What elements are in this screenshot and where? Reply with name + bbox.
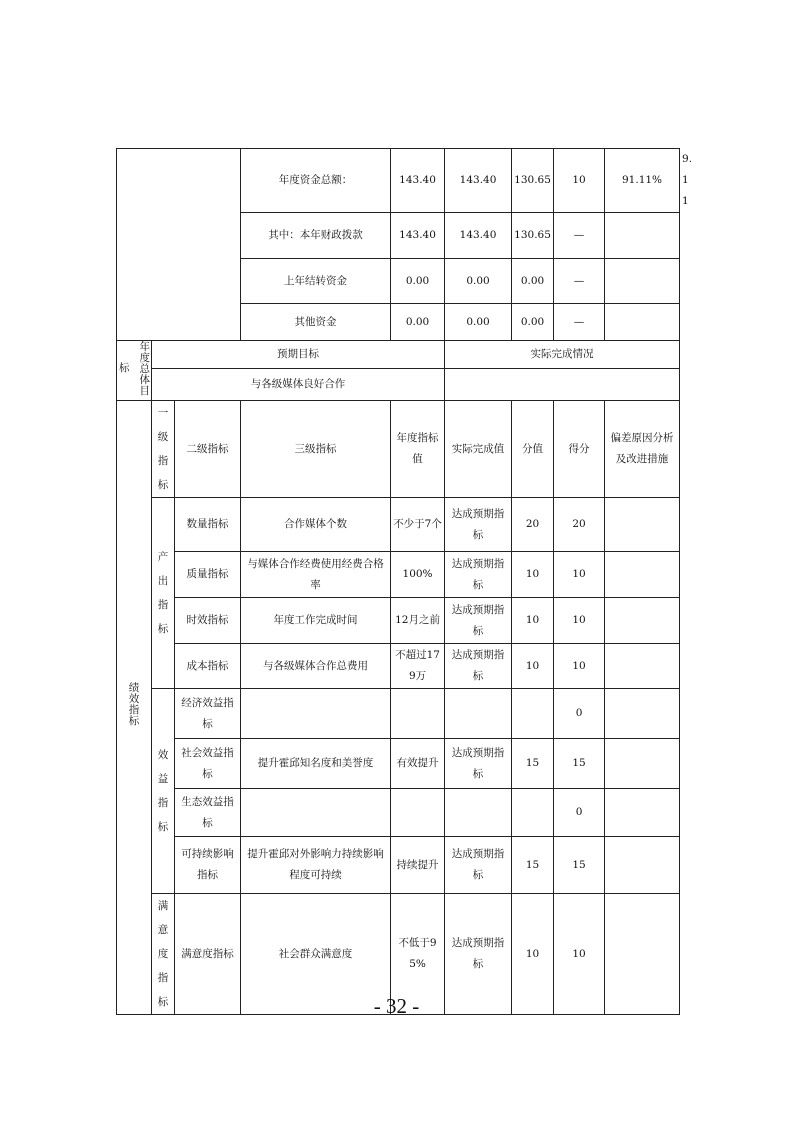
- target-cell: 不低于95%: [391, 894, 445, 1015]
- actual-cell: 达成预期指标: [445, 598, 512, 644]
- budget-value: —: [554, 304, 605, 341]
- budget-value: 143.40: [445, 213, 512, 259]
- budget-value: 91.11%: [605, 149, 680, 213]
- header-got: 得分: [554, 401, 605, 498]
- actual-cell: 达成预期指标: [445, 837, 512, 894]
- level2-cell: 满意度指标: [175, 894, 241, 1015]
- level3-cell: 提升霍邱知名度和美誉度: [241, 739, 391, 789]
- indicator-row: [117, 689, 680, 739]
- goal-label-cell: [117, 341, 152, 401]
- actual-cell: 达成预期指标: [445, 552, 512, 598]
- budget-value: [605, 259, 680, 304]
- score-cell: [512, 789, 554, 837]
- level2-cell: 成本指标: [175, 644, 241, 689]
- level3-cell: 社会群众满意度: [241, 894, 391, 1015]
- got-cell: 10: [554, 644, 605, 689]
- level2-cell: 质量指标: [175, 552, 241, 598]
- indicator-row: [117, 644, 680, 689]
- indicator-row: [117, 789, 680, 837]
- level2-cell: 社会效益指标: [175, 739, 241, 789]
- budget-label: 其他资金: [241, 304, 391, 341]
- budget-value: 143.40: [391, 213, 445, 259]
- reason-cell: [605, 689, 680, 739]
- target-cell: 持续提升: [391, 837, 445, 894]
- reason-cell: [605, 552, 680, 598]
- level1-benefit: 效益指标: [152, 689, 175, 894]
- score-cell: 20: [512, 498, 554, 552]
- level1-output: 产出指标: [152, 498, 175, 689]
- indicator-section-label: 绩效指标: [117, 401, 152, 1015]
- reason-cell: [605, 789, 680, 837]
- got-cell: 10: [554, 552, 605, 598]
- budget-value: 10: [554, 149, 605, 213]
- actual-goal-header: 实际完成情况: [445, 341, 680, 369]
- got-cell: 0: [554, 689, 605, 739]
- got-cell: 15: [554, 739, 605, 789]
- level1-satisfaction: 满意度指标: [152, 894, 175, 1015]
- got-cell: 10: [554, 598, 605, 644]
- budget-value: 130.65: [512, 149, 554, 213]
- level2-cell: 时效指标: [175, 598, 241, 644]
- header-reason: 偏差原因分析及改进措施: [605, 401, 680, 498]
- got-cell: 0: [554, 789, 605, 837]
- level3-cell: [241, 689, 391, 739]
- score-cell: 10: [512, 644, 554, 689]
- level3-cell: 与媒体合作经费使用经费合格率: [241, 552, 391, 598]
- actual-cell: 达成预期指标: [445, 644, 512, 689]
- goal-label-prefix: 标: [119, 362, 130, 374]
- budget-value: 0.00: [391, 259, 445, 304]
- budget-value: —: [554, 213, 605, 259]
- actual-cell: [445, 789, 512, 837]
- reason-cell: [605, 598, 680, 644]
- budget-value: 130.65: [512, 213, 554, 259]
- actual-cell: [445, 689, 512, 739]
- target-cell: 12月之前: [391, 598, 445, 644]
- budget-value: —: [554, 259, 605, 304]
- level2-cell: 可持续影响指标: [175, 837, 241, 894]
- score-cell: 10: [512, 552, 554, 598]
- indicator-header-row: [117, 401, 680, 498]
- score-cell: 15: [512, 837, 554, 894]
- page-number: - 32 -: [373, 994, 420, 1018]
- header-level1: 一级指标: [152, 401, 175, 498]
- target-cell: 100%: [391, 552, 445, 598]
- budget-value: 0.00: [512, 259, 554, 304]
- level3-cell: [241, 789, 391, 837]
- header-level3: 三级指标: [241, 401, 391, 498]
- expected-goal-value: 与各级媒体良好合作: [152, 369, 445, 401]
- budget-value: 0.00: [445, 304, 512, 341]
- reason-cell: [605, 644, 680, 689]
- got-cell: 15: [554, 837, 605, 894]
- budget-value: 143.40: [391, 149, 445, 213]
- score-cell: 10: [512, 894, 554, 1015]
- header-actual: 实际完成值: [445, 401, 512, 498]
- actual-cell: 达成预期指标: [445, 498, 512, 552]
- reason-cell: [605, 498, 680, 552]
- goal-header-row: [117, 341, 680, 369]
- budget-value: 143.40: [445, 149, 512, 213]
- goal-value-row: [117, 369, 680, 401]
- header-target: 年度指标值: [391, 401, 445, 498]
- actual-cell: 达成预期指标: [445, 739, 512, 789]
- budget-label: 年度资金总额：: [241, 149, 391, 213]
- level3-cell: 与各级媒体合作总费用: [241, 644, 391, 689]
- reason-cell: [605, 837, 680, 894]
- budget-label: 上年结转资金: [241, 259, 391, 304]
- got-cell: 10: [554, 894, 605, 1015]
- level3-cell: 提升霍邱对外影响力持续影响程度可持续: [241, 837, 391, 894]
- level2-cell: 数量指标: [175, 498, 241, 552]
- level3-cell: 合作媒体个数: [241, 498, 391, 552]
- performance-table: [116, 148, 693, 1015]
- budget-value: [605, 213, 680, 259]
- level3-cell: 年度工作完成时间: [241, 598, 391, 644]
- score-cell: 15: [512, 739, 554, 789]
- reason-cell: [605, 739, 680, 789]
- indicator-row: [117, 598, 680, 644]
- expected-goal-header: 预期目标: [152, 341, 445, 369]
- actual-goal-value: [445, 369, 680, 401]
- budget-value: 0.00: [391, 304, 445, 341]
- actual-cell: 达成预期指标: [445, 894, 512, 1015]
- header-score: 分值: [512, 401, 554, 498]
- goal-label-vertical: 年度总体目: [139, 341, 151, 398]
- target-cell: 不超过179万: [391, 644, 445, 689]
- score-cell: 10: [512, 598, 554, 644]
- header-level2: 二级指标: [175, 401, 241, 498]
- indicator-row: [117, 837, 680, 894]
- got-cell: 20: [554, 498, 605, 552]
- indicator-row: [117, 552, 680, 598]
- budget-value: [605, 304, 680, 341]
- budget-label: 其中：本年财政拨款: [241, 213, 391, 259]
- target-cell: 有效提升: [391, 739, 445, 789]
- budget-row: 年度资金总额： 143.40 143.40 130.65 10 91.11% 9.11: [117, 149, 680, 213]
- target-cell: [391, 689, 445, 739]
- budget-blank-cell: [117, 149, 241, 341]
- score-cell: [512, 689, 554, 739]
- level2-cell: 经济效益指标: [175, 689, 241, 739]
- indicator-row: [117, 498, 680, 552]
- level2-cell: 生态效益指标: [175, 789, 241, 837]
- budget-value: 0.00: [512, 304, 554, 341]
- budget-value: 0.00: [445, 259, 512, 304]
- indicator-row: [117, 739, 680, 789]
- target-cell: 不少于7个: [391, 498, 445, 552]
- target-cell: [391, 789, 445, 837]
